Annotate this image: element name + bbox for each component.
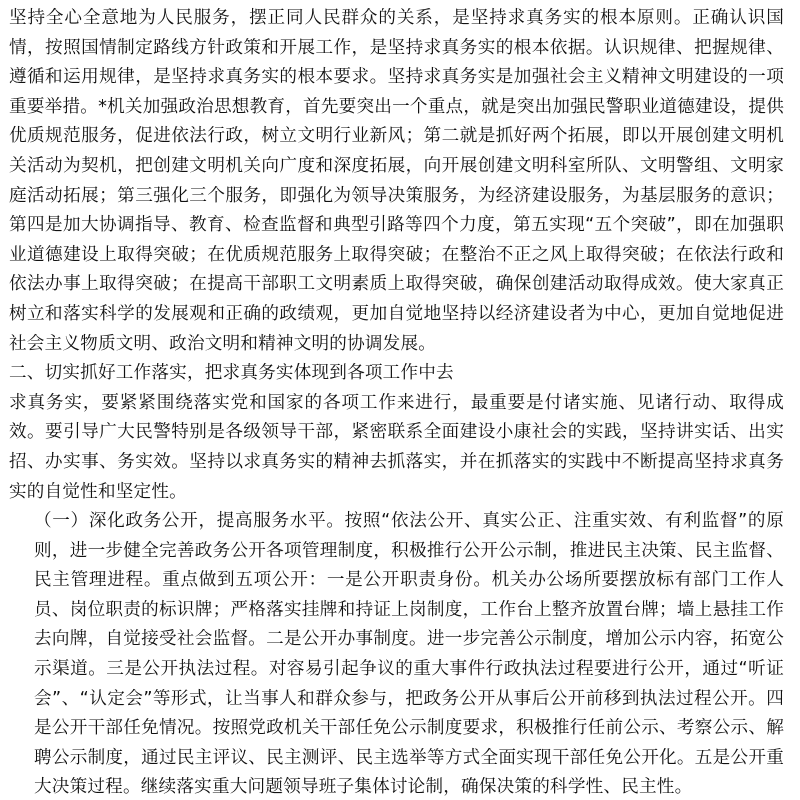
paragraph-3: （一）深化政务公开，提高服务水平。按照“依法公开、真实公正、注重实效、有利监督”的原则，进一步健全完善政务公开各项管理制度，积极推行公开公示制，推进民主决策、民主监督、民主管理进程。重点做到五项公开：一是公开职责身份。机关办公场所要摆放标有部门工作人员、岗位职责的标识牌；严格落实挂牌和持证上岗制度，工作台上整齐放置台牌；墙上悬挂工作去向牌，自觉接受社会监督。二是公开办事制度。进一步完善公示制度，增加公示内容，拓宽公示渠道。三是公开执法过程。对容易引起争议的重大事件行政执法过程要进行公开，通过“听证会”、“认定会”等形式，让当事人和群众参与，把政务公开从事后公开前移到执法过程公开。四是公开干部任免情况。按照党政机关干部任免公示制度要求，积极推行任前公示、考察公示、解聘公示制度，通过民主评议、民主测评、民主选举等方式全面实现干部任免公开化。五是公开重大决策过程。继续落实重大问题领导班子集体讨论制，确保决策的科学性、民主性。 xyxy=(34,511,784,798)
document-body xyxy=(9,4,784,800)
paragraph-1: 坚持全心全意地为人民服务，摆正同人民群众的关系，是坚持求真务实的根本原则。正确认识国情，按照国情制定路线方针政策和开展工作，是坚持求真务实的根本依据。认识规律、把握规律、遵循和运用规律，是坚持求真务实的根本要求。坚持求真务实是加强社会主义精神文明建设的一项重要举措。*机关加强政治思想教育，首先要突出一个重点，就是突出加强民警职业道德建设，提供优质规范服务，促进依法行政，树立文明行业新风；第二就是抓好两个拓展，即以开展创建文明机关活动为契机，把创建文明机关向广度和深度拓展，向开展创建文明科室所队、文明警组、文明家庭活动拓展；第三强化三个服务，即强化为领导决策服务，为经济建设服务，为基层服务的意识；第四是加大协调指导、教育、检查监督和典型引路等四个力度，第五实现“五个突破”，即在加强职业道德建设上取得突破；在优质规范服务上取得突破；在整治不正之风上取得突破；在依法行政和依法办事上取得突破；在提高干部职工文明素质上取得突破，确保创建活动取得成效。使大家真正树立和落实科学的发展观和正确的政绩观，更加自觉地坚持以经济建设者为中心，更加自觉地促进社会主义物质文明、政治文明和精神文明的协调发展。 xyxy=(9,8,784,354)
section-heading: 二、切实抓好工作落实，把求真务实体现到各项工作中去 xyxy=(9,363,454,384)
paragraph-2: 求真务实，要紧紧围绕落实党和国家的各项工作来进行，最重要是付诸实施、见诸行动、取得成效。要引导广大民警特别是各级领导干部，紧密联系全面建设小康社会的实践，坚持讲实话、出实招、办实事、务实效。坚持以求真务实的精神去抓落实，并在抓落实的实践中不断提高坚持求真务实的自觉性和坚定性。 xyxy=(9,392,784,502)
